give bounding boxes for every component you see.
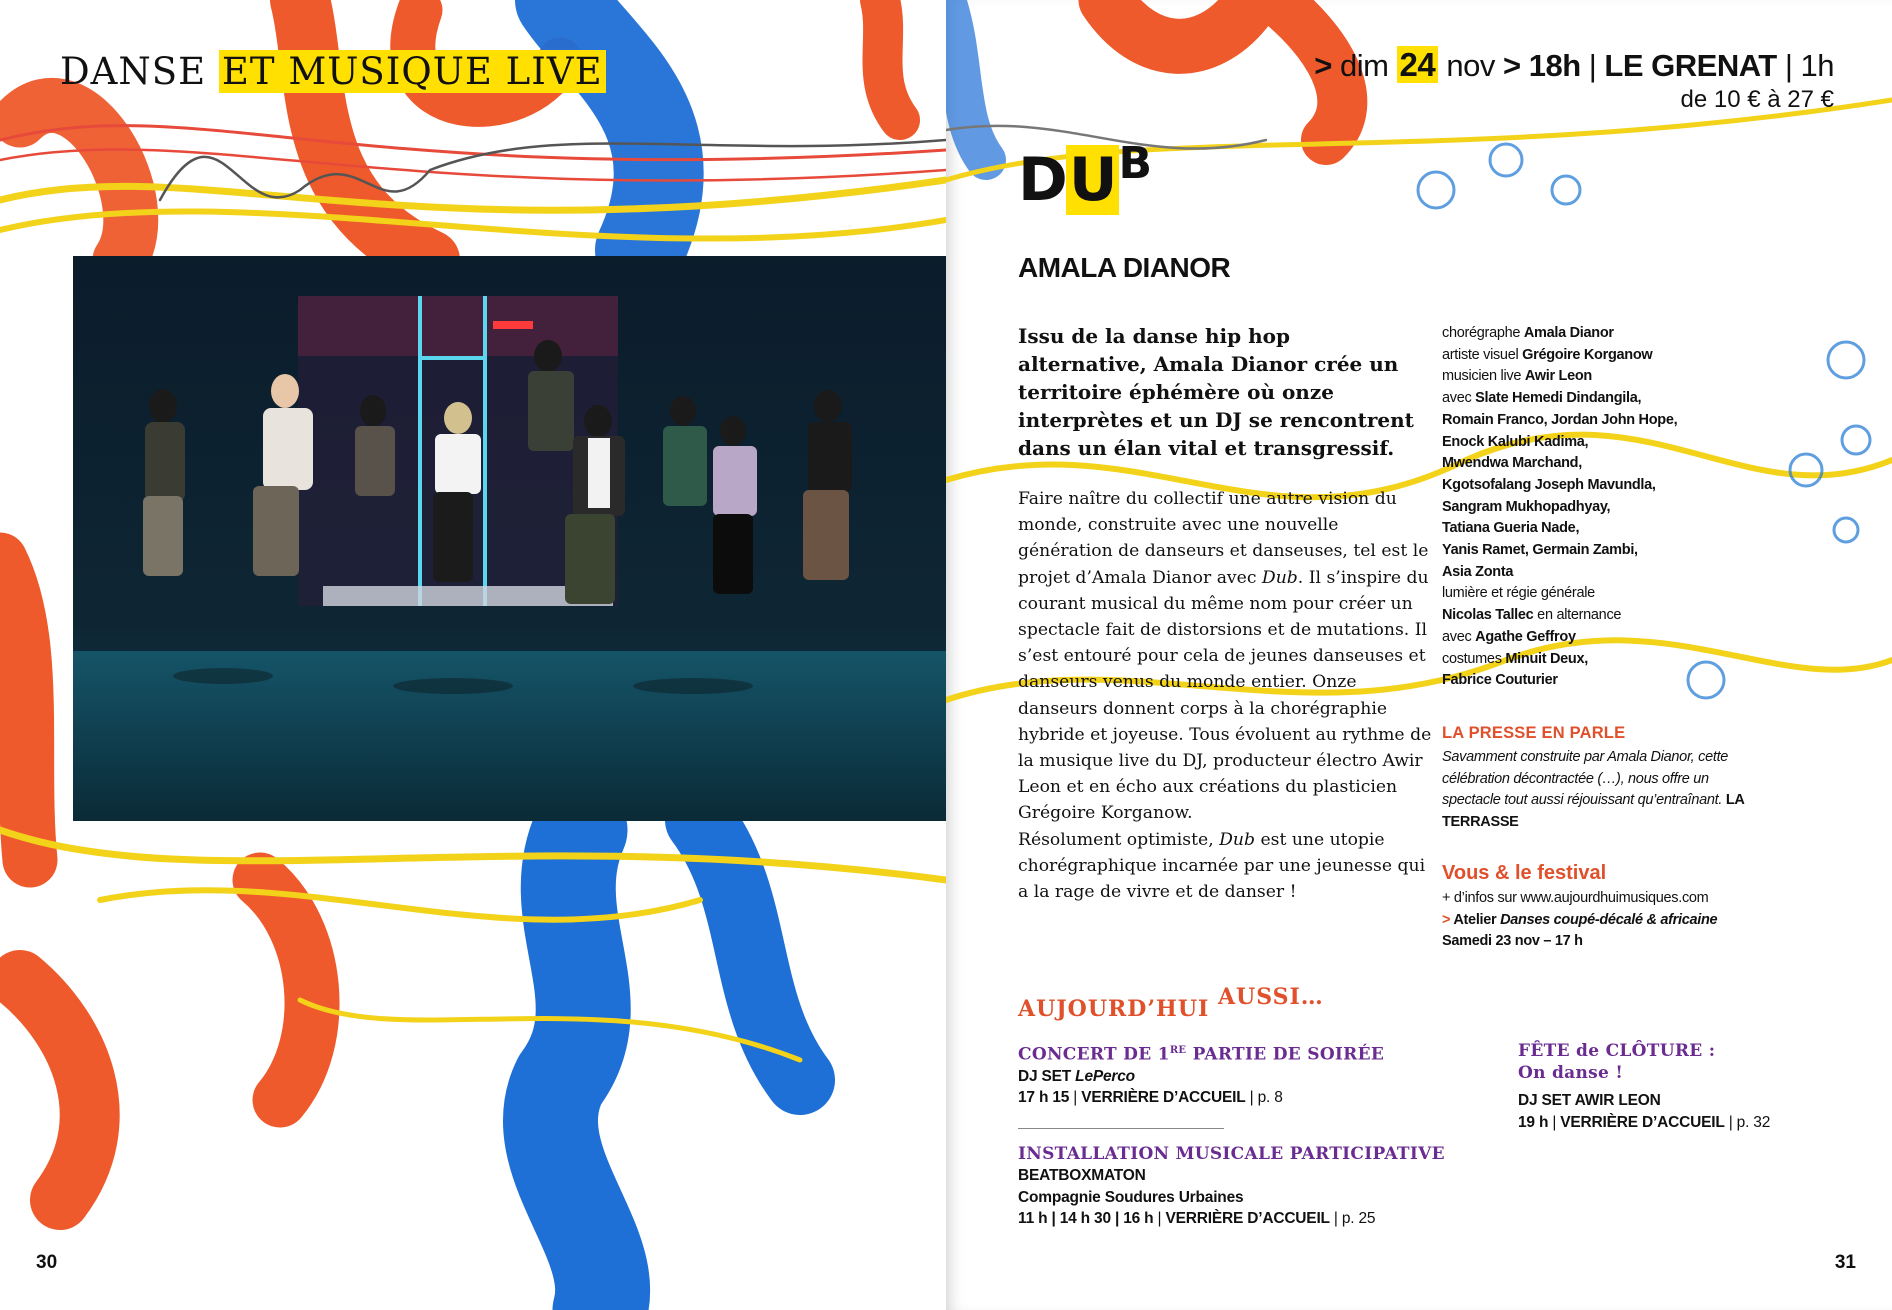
date-arrow: > xyxy=(1314,48,1340,83)
credit-role: artiste visuel xyxy=(1442,346,1523,363)
date-number: 24 xyxy=(1397,46,1439,83)
event-heading-sup: RE xyxy=(1169,1045,1187,1056)
workshop-label: Atelier xyxy=(1453,911,1501,928)
event-heading-a: CONCERT DE 1 xyxy=(1018,1044,1170,1065)
event-company: Compagnie Soudures Urbaines xyxy=(1018,1188,1244,1206)
event-place: VERRIÈRE D’ACCUEIL xyxy=(1560,1113,1725,1131)
page-number-right: 31 xyxy=(1834,1252,1856,1273)
event-line: BEATBOXMATON xyxy=(1018,1167,1146,1184)
credit-name: Minuit Deux, xyxy=(1505,650,1588,667)
section-title-highlight: ET MUSIQUE LIVE xyxy=(219,50,606,93)
credit-name: Fabrice Couturier xyxy=(1442,672,1558,689)
event-time: 17 h 15 xyxy=(1018,1089,1070,1107)
credits xyxy=(1442,323,1782,692)
show-title-b: B xyxy=(1118,138,1151,189)
body-text-2: . Il s’inspire du courant musical du même nom pour créer un spectacle fait de distorsions et de mutations. Il s’est entouré pour cela de jeunes danseuses et danseurs venus du monde entier. Onze danseurs donnent corps à la chorégraphie hybride et joyeuse. Tous évoluent au rythme de la musique live du DJ, producteur électro Awir Leon et en écho aux créations du plasticien Grégoire Korganow. xyxy=(1018,567,1432,824)
vous-website-line[interactable]: + d’infos sur www.aujourdhuimusiques.com xyxy=(1442,890,1709,906)
body-text-4: est une utopie chorégraphique incarnée par une jeunesse qui a la rage de vivre et de danser ! xyxy=(1018,829,1426,903)
date-duration: 1h xyxy=(1800,48,1834,83)
date-sep-2: | xyxy=(1776,48,1801,83)
lead-paragraph: Issu de la danse hip hop alternative, Amala Dianor crée un territoire éphémère où onze interprètes et un DJ se rencontrent dans un élan vital et transgressif. xyxy=(1018,324,1414,460)
press-quote-text: Savamment construite par Amala Dianor, cette célébration décontractée (…), nous offre un spectacle tout aussi réjouissant qu’entraînant. xyxy=(1442,749,1729,809)
credit-name: Yanis Ramet, Germain Zambi, xyxy=(1442,542,1638,559)
credit-role: en alternance xyxy=(1533,607,1622,624)
credit-role: avec xyxy=(1442,390,1476,407)
vous-heading: Vous & le festival xyxy=(1442,862,1607,884)
credit-role: avec xyxy=(1442,628,1476,645)
event-sep: | xyxy=(1153,1210,1166,1227)
event-page: | p. 8 xyxy=(1245,1089,1283,1107)
press-quote xyxy=(1442,747,1762,834)
body-dub-2: Dub xyxy=(1219,829,1255,850)
section-title-part1: DANSE xyxy=(60,50,219,93)
show-title-d: D xyxy=(1018,145,1066,215)
show-title-u: U xyxy=(1066,145,1119,215)
credit-name: Enock Kalubi Kadima, xyxy=(1442,433,1589,450)
page-number-left: 30 xyxy=(36,1252,58,1273)
show-title xyxy=(1018,138,1151,215)
date-arrow-2: > xyxy=(1494,48,1529,83)
body-dub-1: Dub xyxy=(1261,567,1298,588)
dance-photo xyxy=(73,256,946,821)
press-source: LA TERRASSE xyxy=(1442,792,1745,831)
body-paragraph xyxy=(1018,486,1438,905)
credit-name: Amala Dianor xyxy=(1523,325,1614,341)
date-hour: 18h xyxy=(1528,48,1581,83)
credit-name: Grégoire Korganow xyxy=(1522,346,1653,363)
event-line: DJ SET AWIR LEON xyxy=(1518,1092,1661,1109)
date-venue: LE GRENAT xyxy=(1604,48,1777,83)
credit-name: Tatiana Gueria Nade, xyxy=(1442,520,1580,537)
event-line-italic: LePerco xyxy=(1075,1067,1135,1085)
price-line: de 10 € à 27 € xyxy=(1680,86,1834,113)
credit-name: Awir Leon xyxy=(1524,368,1592,385)
credit-name: Slate Hemedi Dindangila, xyxy=(1475,390,1642,407)
date-day: dim xyxy=(1339,48,1397,83)
event-sep: | xyxy=(1069,1089,1082,1107)
event-page: | p. 32 xyxy=(1724,1113,1771,1131)
event-concert xyxy=(1018,1040,1478,1109)
also-today-heading xyxy=(1018,984,1324,1022)
credit-name: Mwendwa Marchand, xyxy=(1442,455,1582,472)
event-heading: INSTALLATION MUSICALE PARTICIPATIVE xyxy=(1018,1144,1445,1164)
credit-role: costumes xyxy=(1442,650,1506,667)
body-text-1: Faire naître du collectif une autre vision du monde, construite avec une nouvelle génération de danseurs et danseuses, tel est le projet d’Amala Dianor avec xyxy=(1018,489,1429,588)
event-heading-b: PARTIE DE SOIRÉE xyxy=(1186,1044,1385,1065)
event-installation xyxy=(1018,1143,1538,1230)
event-line: DJ SET xyxy=(1018,1067,1076,1085)
date-sep: | xyxy=(1580,48,1605,83)
date-month: nov xyxy=(1438,48,1495,83)
credit-name: Agathe Geffroy xyxy=(1475,628,1576,645)
credit-role: lumière et régie générale xyxy=(1442,585,1595,602)
arrow-icon: > xyxy=(1442,911,1454,928)
credit-name: Asia Zonta xyxy=(1442,563,1514,580)
credit-role: chorégraphe xyxy=(1442,325,1524,341)
event-sep: | xyxy=(1548,1113,1561,1131)
event-heading: FÊTE de CLÔTURE : xyxy=(1518,1041,1716,1061)
event-heading xyxy=(1018,1040,1478,1066)
also-today-part2: AUSSI… xyxy=(1217,984,1324,1010)
date-line xyxy=(1314,46,1834,84)
event-closing xyxy=(1518,1040,1818,1133)
workshop-date: Samedi 23 nov – 17 h xyxy=(1442,933,1583,950)
divider xyxy=(1018,1128,1224,1129)
event-heading-2: On danse ! xyxy=(1518,1063,1624,1083)
body-text-3: Résolument optimiste, xyxy=(1018,829,1220,850)
also-today-part1: AUJOURD’HUI xyxy=(1018,996,1218,1022)
credit-name: Sangram Mukhopadhyay, xyxy=(1442,498,1611,515)
credit-name: Kgotsofalang Joseph Mavundla, xyxy=(1442,476,1656,493)
event-page: | p. 25 xyxy=(1329,1210,1376,1227)
event-place: VERRIÈRE D’ACCUEIL xyxy=(1165,1210,1330,1227)
right-page xyxy=(946,0,1892,1310)
event-time: 11 h | 14 h 30 | 16 h xyxy=(1018,1210,1154,1227)
credit-name: Nicolas Tallec xyxy=(1442,607,1534,624)
credit-role: musicien live xyxy=(1442,368,1525,385)
section-title xyxy=(60,50,606,93)
choreographer-name: AMALA DIANOR xyxy=(1018,252,1231,283)
event-time: 19 h xyxy=(1518,1113,1549,1131)
vous-text xyxy=(1442,888,1782,953)
event-place: VERRIÈRE D’ACCUEIL xyxy=(1081,1089,1246,1107)
credit-name: Romain Franco, Jordan John Hope, xyxy=(1442,411,1678,428)
workshop-title: Danses coupé-décalé & africaine xyxy=(1500,911,1718,928)
dance-photo-illustration xyxy=(73,256,946,821)
press-heading: LA PRESSE EN PARLE xyxy=(1442,724,1626,742)
